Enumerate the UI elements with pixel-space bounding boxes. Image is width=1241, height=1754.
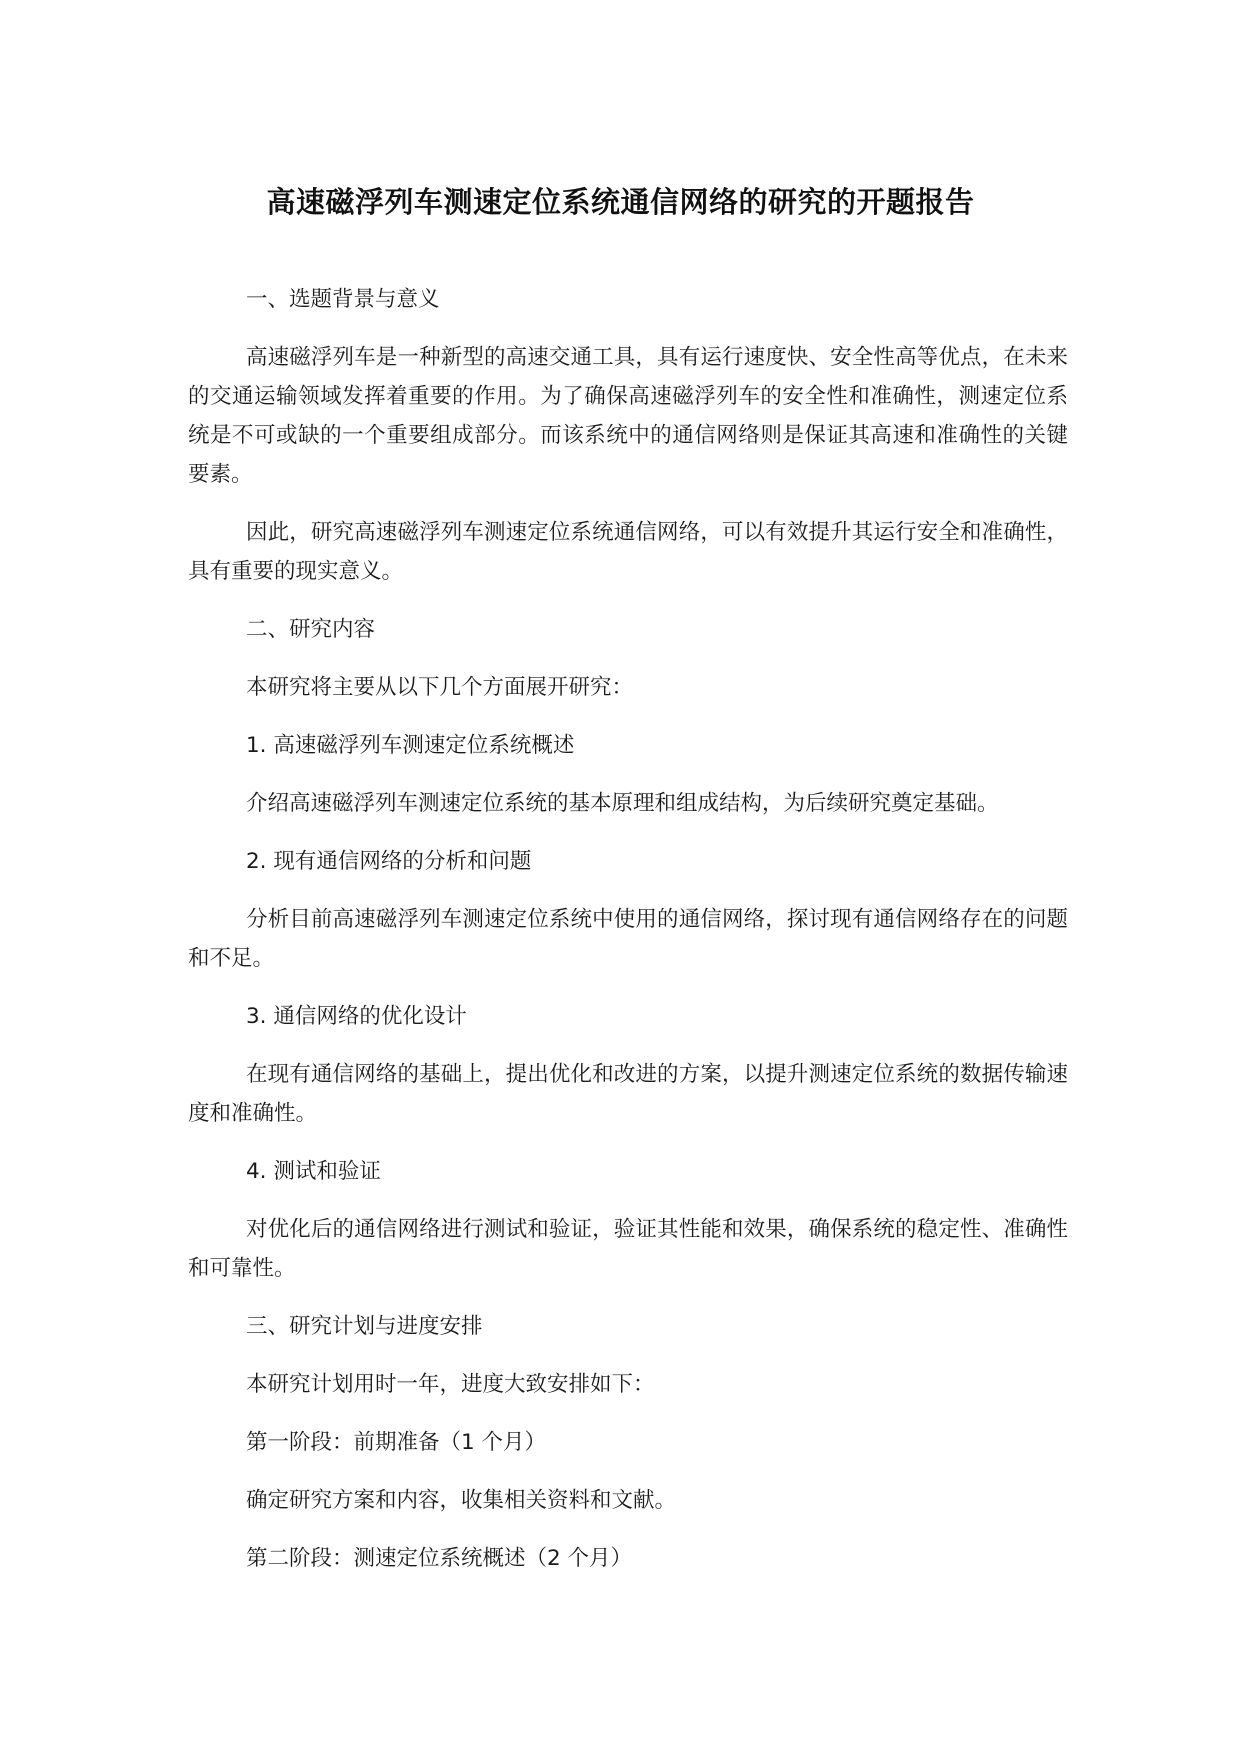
item-text-1: 介绍高速磁浮列车测速定位系统的基本原理和组成结构，为后续研究奠定基础。: [246, 791, 999, 816]
item-text-2: 分析目前高速磁浮列车测速定位系统中使用的通信网络，探讨现有通信网络存在的问题和不足。: [188, 907, 1068, 971]
paragraph-background: 高速磁浮列车是一种新型的高速交通工具，具有运行速度快、安全性高等优点，在未来的交通运输领域发挥着重要的作用。为了确保高速磁浮列车的安全性和准确性，测速定位系统是不可或缺的一个重要组成部分。而该系统中的通信网络则是保证其高速和准确性的关键要素。: [188, 345, 1068, 487]
item-heading-3: 3. 通信网络的优化设计: [246, 1004, 467, 1029]
paragraph-content-intro: 本研究将主要从以下几个方面展开研究：: [246, 675, 634, 700]
stage-heading-1: 第一阶段：前期准备（1 个月）: [246, 1430, 547, 1455]
stage-text-1: 确定研究方案和内容，收集相关资料和文献。: [246, 1488, 677, 1513]
stage-heading-2: 第二阶段：测速定位系统概述（2 个月）: [246, 1546, 633, 1571]
item-text-3: 在现有通信网络的基础上，提出优化和改进的方案，以提升测速定位系统的数据传输速度和准确性。: [188, 1062, 1068, 1126]
section-heading-plan: 三、研究计划与进度安排: [246, 1314, 483, 1339]
section-heading-content: 二、研究内容: [246, 617, 376, 642]
item-heading-1: 1. 高速磁浮列车测速定位系统概述: [246, 733, 575, 758]
item-text-4: 对优化后的通信网络进行测试和验证，验证其性能和效果，确保系统的稳定性、准确性和可靠性。: [188, 1217, 1068, 1281]
paragraph-plan-intro: 本研究计划用时一年，进度大致安排如下：: [246, 1372, 655, 1397]
paragraph-significance: 因此，研究高速磁浮列车测速定位系统通信网络，可以有效提升其运行安全和准确性，具有重要的现实意义。: [188, 520, 1068, 584]
item-heading-4: 4. 测试和验证: [246, 1159, 381, 1184]
document-body: [188, 280, 1068, 1597]
item-heading-2: 2. 现有通信网络的分析和问题: [246, 849, 532, 874]
document-title: 高速磁浮列车测速定位系统通信网络的研究的开题报告: [266, 185, 975, 219]
section-heading-background: 一、选题背景与意义: [246, 287, 440, 312]
